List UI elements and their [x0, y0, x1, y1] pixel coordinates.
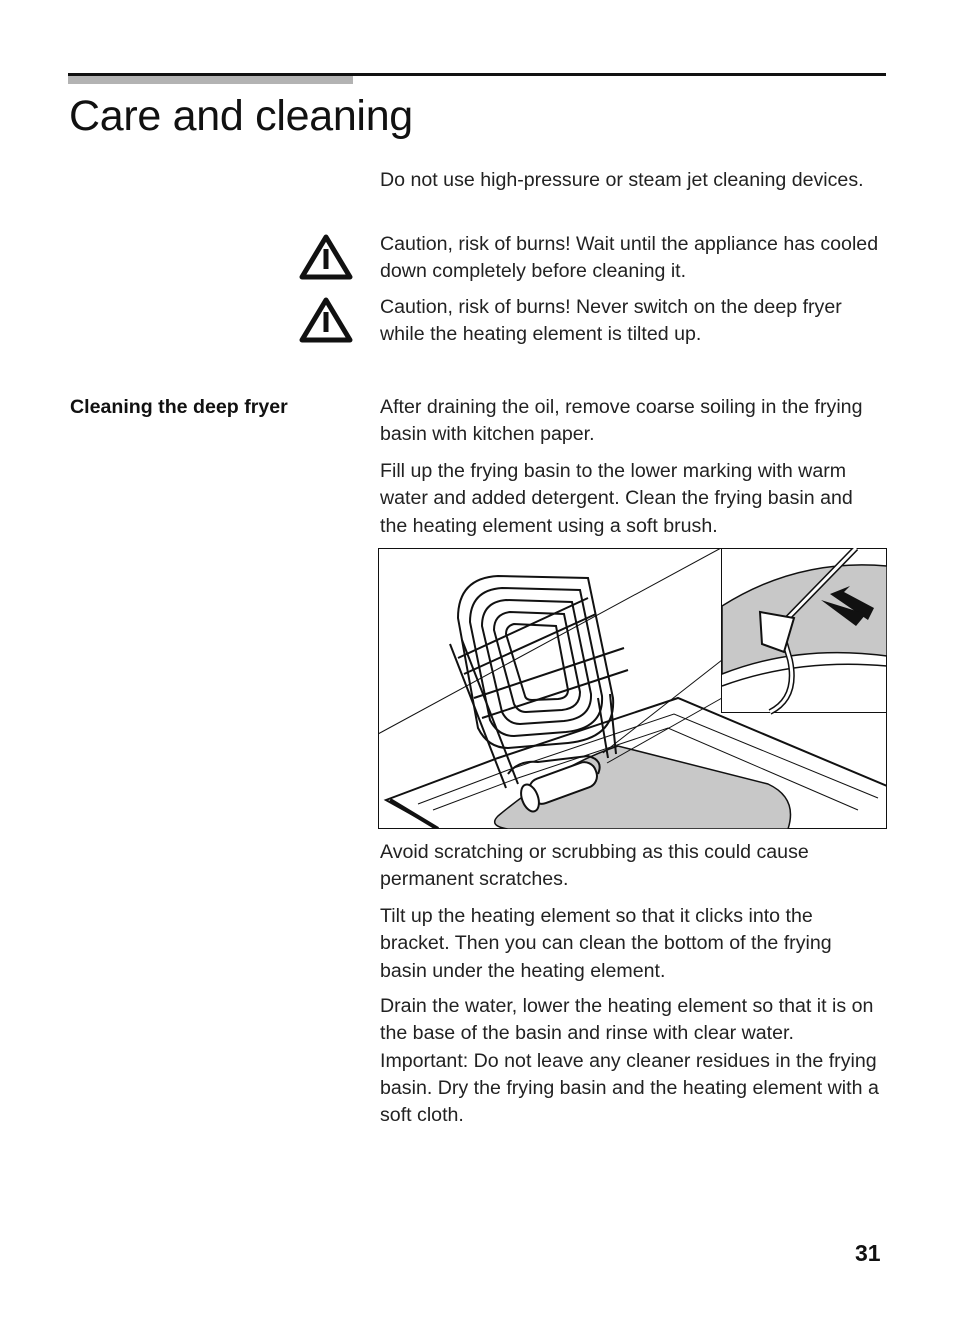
warning-triangle-icon: [298, 232, 354, 282]
body-paragraph: Fill up the frying basin to the lower marking with warm water and added detergent. Clean the frying basin and the heating element using a soft brush.: [380, 460, 853, 537]
header-rule-gray: [68, 76, 353, 84]
body-paragraph: Tilt up the heating element so that it clicks into the bracket. Then you can clean the bottom of the frying basin under the heating element.: [380, 905, 832, 982]
deep-fryer-heating-element-illustration: [378, 548, 887, 829]
page-title: Care and cleaning: [69, 92, 413, 140]
body-paragraph: Avoid scratching or scrubbing as this could cause permanent scratches.: [380, 841, 809, 891]
section-heading: Cleaning the deep fryer: [70, 396, 288, 418]
intro-paragraph: Do not use high-pressure or steam jet cleaning devices.: [380, 169, 864, 191]
warning-triangle-icon: [298, 295, 354, 345]
caution-paragraph-2: Caution, risk of burns! Never switch on the deep fryer while the heating element is tilted up.: [380, 296, 842, 346]
page-number: 31: [855, 1240, 881, 1266]
body-paragraph: Drain the water, lower the heating element so that it is on the base of the basin and rinse with clear water. Important: Do not leave any cleaner residues in the frying basin. Dry the frying basin and the heating element with a soft cloth.: [380, 995, 879, 1127]
body-paragraph: After draining the oil, remove coarse soiling in the frying basin with kitchen paper.: [380, 396, 863, 446]
caution-paragraph-1: Caution, risk of burns! Wait until the appliance has cooled down completely before cleaning it.: [380, 233, 879, 283]
header-rule-black: [68, 73, 886, 76]
